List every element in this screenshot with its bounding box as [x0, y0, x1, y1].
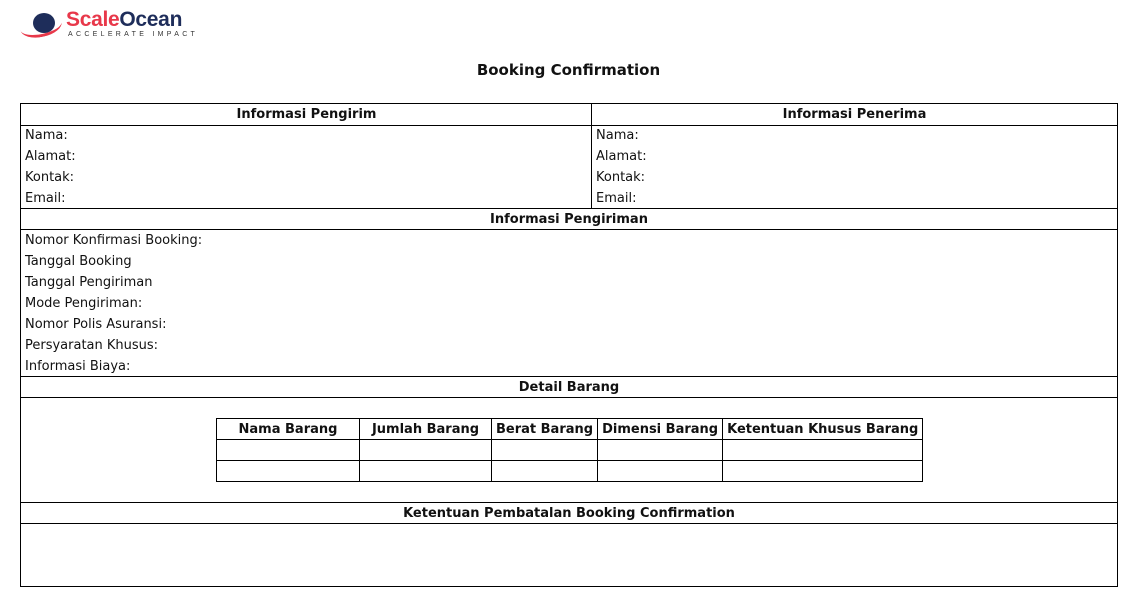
- scaleocean-logo: [20, 9, 200, 41]
- shipping-mode-label: Mode Pengiriman:: [25, 296, 143, 311]
- table-cell[interactable]: [598, 461, 723, 482]
- logo-globe-icon: [33, 13, 55, 33]
- booking-form: [20, 103, 1118, 587]
- table-cell[interactable]: [492, 440, 598, 461]
- table-row: [217, 440, 923, 461]
- table-cell[interactable]: [723, 440, 923, 461]
- shipping-heading: Informasi Pengiriman: [21, 208, 1117, 230]
- receiver-heading: Informasi Penerima: [592, 104, 1117, 126]
- cancellation-heading: Ketentuan Pembatalan Booking Confirmation: [21, 502, 1117, 524]
- logo-name: ScaleOcean: [66, 8, 183, 31]
- col-item-dimension: Dimensi Barang: [598, 419, 723, 440]
- col-item-terms: Ketentuan Khusus Barang: [723, 419, 923, 440]
- table-cell[interactable]: [217, 461, 360, 482]
- table-cell[interactable]: [360, 440, 492, 461]
- col-item-qty: Jumlah Barang: [360, 419, 492, 440]
- sender-heading: Informasi Pengirim: [21, 104, 592, 126]
- sender-name-label: Nama:: [25, 128, 68, 143]
- shipping-date-label: Tanggal Pengiriman: [25, 275, 153, 290]
- insurance-number-label: Nomor Polis Asuransi:: [25, 317, 167, 332]
- receiver-name-label: Nama:: [596, 128, 639, 143]
- items-heading: Detail Barang: [21, 376, 1117, 398]
- col-item-name: Nama Barang: [217, 419, 360, 440]
- col-item-weight: Berat Barang: [492, 419, 598, 440]
- table-cell[interactable]: [360, 461, 492, 482]
- table-cell[interactable]: [492, 461, 598, 482]
- sender-email-label: Email:: [25, 191, 66, 206]
- page-title: Booking Confirmation: [476, 61, 661, 79]
- cost-info-label: Informasi Biaya:: [25, 359, 131, 374]
- booking-date-label: Tanggal Booking: [25, 254, 132, 269]
- items-table: [216, 418, 923, 482]
- table-row: [217, 461, 923, 482]
- booking-number-label: Nomor Konfirmasi Booking:: [25, 233, 203, 248]
- receiver-contact-label: Kontak:: [596, 170, 646, 185]
- receiver-email-label: Email:: [596, 191, 637, 206]
- logo-tagline: ACCELERATE IMPACT: [68, 31, 199, 38]
- table-cell[interactable]: [723, 461, 923, 482]
- sender-contact-label: Kontak:: [25, 170, 75, 185]
- sender-address-label: Alamat:: [25, 149, 76, 164]
- special-requirements-label: Persyaratan Khusus:: [25, 338, 159, 353]
- receiver-address-label: Alamat:: [596, 149, 647, 164]
- divider: [591, 104, 592, 209]
- table-cell[interactable]: [217, 440, 360, 461]
- items-header-row: [217, 419, 923, 440]
- table-cell[interactable]: [598, 440, 723, 461]
